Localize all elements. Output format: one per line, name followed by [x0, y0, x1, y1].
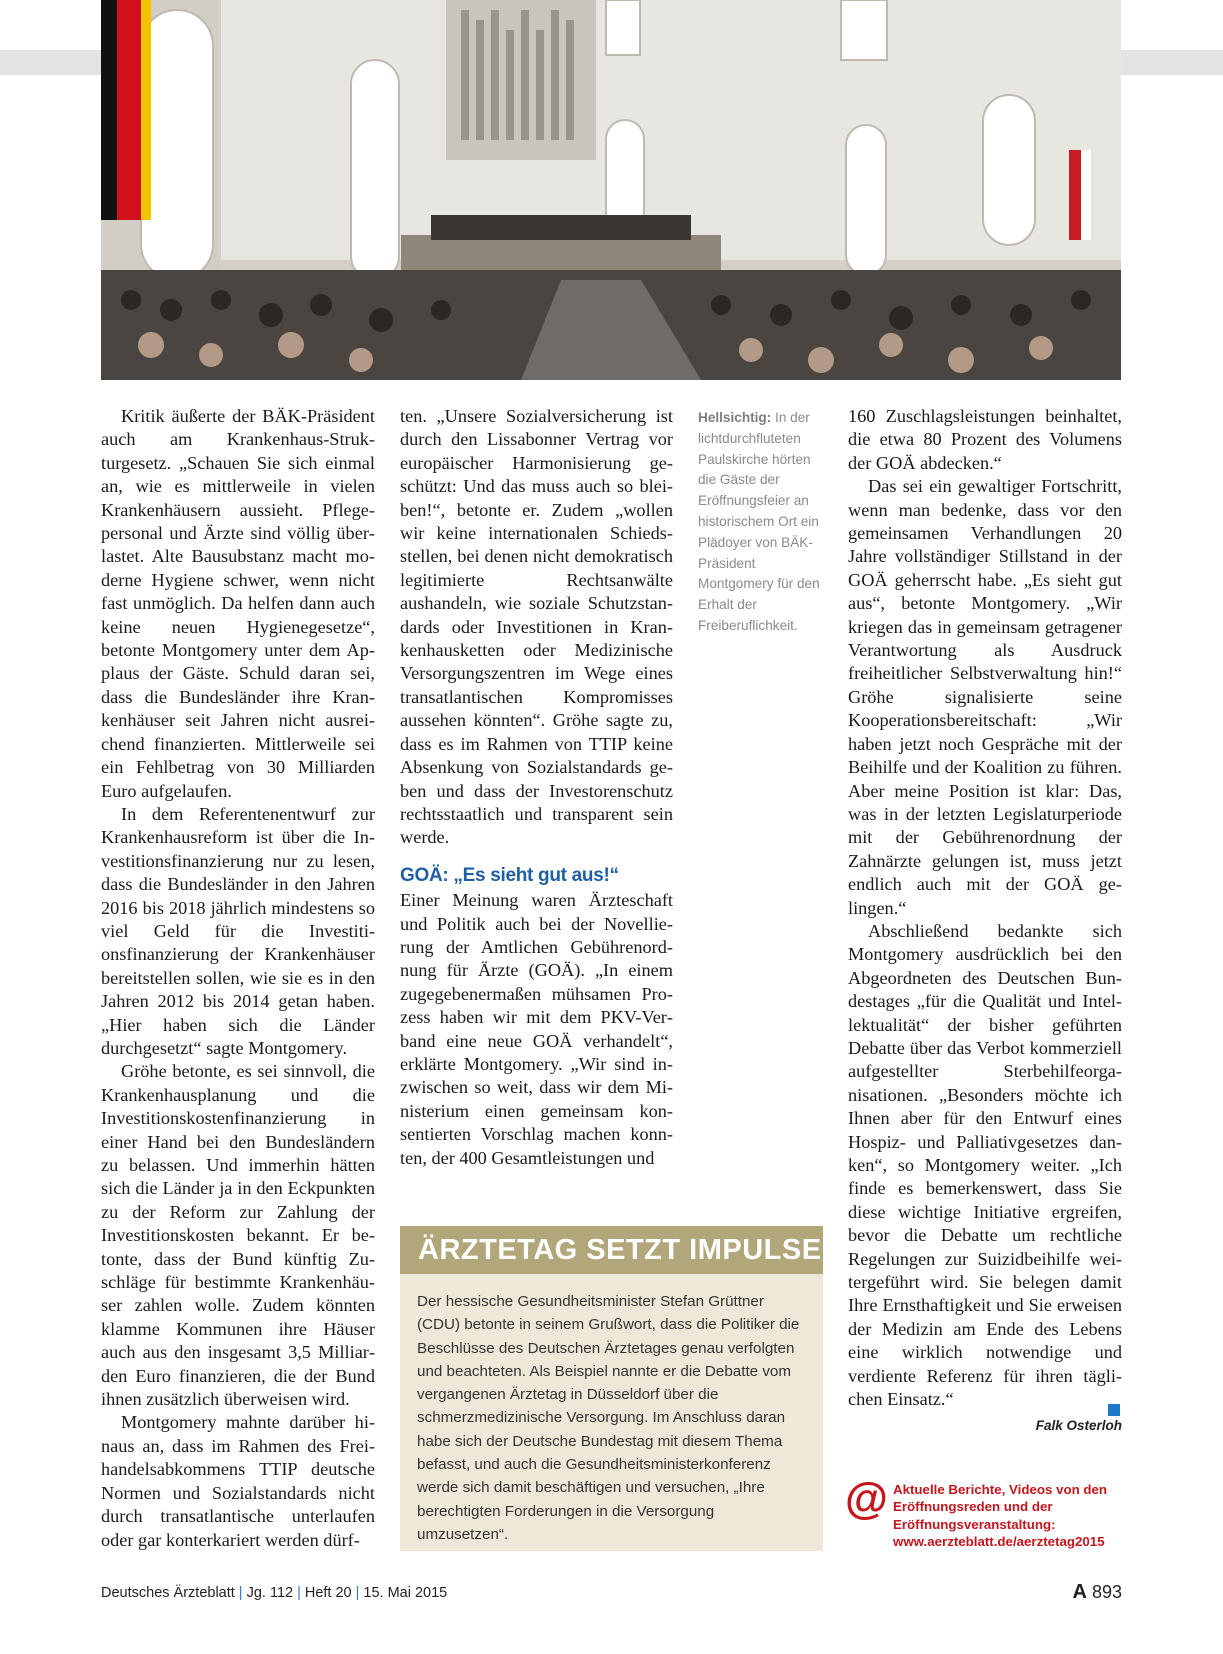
- paragraph: Gröhe betonte, es sei sinnvoll, die Krankenhausplanung und die Investitionskostenfinanzierung in einer Hand bei den Bundesländern zu belassen. Und immerhin hätten sich die Länder ja in den Eckpunkten zu der Reform zur Zahlung der Investitionskosten bekannt. Er betonte, dass der Bund künftig Zuschläge für bestimmte Krankenhäuser zahlen wolle. Zudem könnten klamme Kommunen ihre Häuser auch aus den insgesamt 3,5 Milliarden Euro finanzieren, die der Bund ihnen zusätzlich überweisen wird.: [101, 1061, 375, 1410]
- top-gray-band-left: [0, 50, 101, 75]
- paragraph: ten. „Unsere Sozialversicherung ist durch den Lissabonner Vertrag vor europäischer Harmonisierung geschützt: Und das muss auch so bleiben!“, betonte er. Zudem „wollen wir keine internationalen Schiedsstellen, bei denen nicht demokratisch legitimierte Rechtsanwälte aushandeln, wie soziale Schutzstandards oder Investitionen in Krankenhausketten oder Medizinische Versorgungszentren im Wege eines transatlantischen Kompromisses aussehen könnten“. Gröhe sagte zu, dass es im Rahmen von TTIP keine Absenkung von Sozialstandards geben und dass der Investorenschutz rechtsstaatlich und transparent sein werde.: [400, 406, 673, 848]
- separator: |: [238, 1585, 243, 1601]
- photo-paulskirche: [101, 0, 1121, 380]
- web-reference-description: Aktuelle Berichte, Videos von den Eröffnungsreden und der Eröffnungsveranstaltung:: [893, 1482, 1108, 1532]
- paragraph: 160 Zuschlagsleistungen beinhaltet, die etwa 80 Prozent des Volumens der GOÄ abdecken.“: [848, 406, 1122, 473]
- journal-name: Deutsches Ärzteblatt: [101, 1585, 235, 1601]
- volume: Jg. 112: [246, 1585, 294, 1601]
- separator: |: [355, 1585, 360, 1601]
- end-mark-icon: [1108, 1398, 1120, 1416]
- page-prefix: A: [1072, 1581, 1087, 1603]
- issue-date: 15. Mai 2015: [363, 1585, 448, 1601]
- article-column-4: [848, 405, 1122, 1411]
- paragraph: In dem Referentenentwurf zur Krankenhausreform ist über die Investitionsfinanzierung nur zu lesen, dass die Bundesländer in den Jahren 2016 bis 2018 jährlich mindestens so viel Geld für die Investitionsfinanzierung der Krankenhäuser bereitstellen sollen, wie sie es in den Jahren 2012 bis 2014 getan haben. „Hier haben sich die Länder durchgesetzt“ sagte Montgomery.: [101, 803, 375, 1058]
- paragraph: Abschließend bedankte sich Montgomery ausdrücklich bei den Abgeordneten des Deutschen Bundestages „für die Qualität und Intellektualität“ der bisher geführten Debatte über das Verbot kommerziell aufgestellter Sterbehilfeorganisationen. „Besonders möchte ich Ihnen aber für den Entwurf eines Hospiz- und Palliativgesetzes danken“, so Montgomery weiter. „Ich finde es bemerkenswert, dass Sie diese wichtige Initiative ergreifen, bevor die Debatte um rechtliche Regelungen zur Suizidbeihilfe weitergeführt wird. Sie belegen damit Ihre Ernsthaftigkeit und Sie erweisen der Medizin am Ende des Lebens eine wirklich notwendige und verdiente Referenz für ihren täglichen Einsatz.“: [848, 920, 1122, 1410]
- church-illustration: [101, 0, 1121, 380]
- page-number-value: 893: [1091, 1582, 1122, 1602]
- web-reference-link[interactable]: www.aerzteblatt.de/aerztetag2015: [893, 1534, 1105, 1550]
- blue-square-icon: [1108, 1404, 1120, 1416]
- subheading-goae: GOÄ: „Es sieht gut aus!“: [400, 864, 619, 886]
- photo-caption: [698, 408, 823, 637]
- issue: Heft 20: [304, 1585, 352, 1601]
- web-reference-text: [893, 1481, 1133, 1551]
- info-box: [400, 1226, 823, 1551]
- page-footer: [101, 1581, 1122, 1603]
- caption-lead: Hellsichtig:: [698, 410, 772, 425]
- paragraph: Einer Meinung waren Ärzteschaft und Politik auch bei der Novellierung der Amtlichen Gebührenordnung für Ärzte (GOÄ). „In einem zugegebenermaßen mühsamen Prozess haben wir mit dem PKV-Verband eine neue GOÄ verhandelt“, erklärte Montgomery. „Wir sind inzwischen so weit, dass wir dem Ministerium einen gemeinsam konsentierten Vorschlag machen konnten, der 400 Gesamtleistungen und: [400, 890, 673, 1168]
- top-gray-band-right: [1121, 50, 1223, 75]
- info-box-text: Der hessische Gesundheitsminister Stefan Grüttner (CDU) betonte in seinem Grußwort, dass die Politiker die Beschlüsse des Deutschen Ärztetages genau verfolgten und beachteten. Als Beispiel nannte er die Debatte vom vergangenen Ärztetag in Düsseldorf über die schmerzmedizinische Versorgung. Im Anschluss daran habe sich der Deutsche Bundestag mit diesem Thema befasst, und auch die Gesundheitsministerkonferenz werde sich damit beschäftigen und versuchen, „Ihre berechtigten Forderungen in die Versorgung umzusetzen“.: [417, 1293, 800, 1543]
- article-column-1: [101, 405, 375, 1552]
- info-box-title: ÄRZTETAG SETZT IMPULSE: [400, 1226, 823, 1274]
- paragraph: Das sei ein gewaltiger Fortschritt, wenn man bedenke, dass vor den gemeinsamen Verhandlungen 20 Jahre vollständiger Stillstand in der GOÄ geherrscht habe. „Es sieht gut aus“, betonte Montgomery. „Wir kriegen das in gemeinsam getragener Verantwortung als Ausdruck freiheitlicher Selbstverwaltung hin!“ Gröhe signalisierte seine Kooperationsbereitschaft: „Wir haben jetzt noch Gespräche mit der Beihilfe und der Koalition zu führen. Aber meine Position ist klar: Das, was in der letzten Legislaturperiode mit der Gebührenordnung der Zahnärzte gelungen ist, muss jetzt endlich auch mit der GOÄ gelingen.“: [848, 476, 1122, 918]
- separator: |: [297, 1585, 301, 1601]
- paragraph: Montgomery mahnte darüber hinaus an, dass im Rahmen des Freihandelsabkommens TTIP deutsche Normen und Sozialstandards nicht durch transatlantische unterlaufen oder gar konterkariert werden dürf-: [101, 1412, 375, 1550]
- at-icon: @: [845, 1474, 888, 1523]
- author-name: Falk Osterloh: [1035, 1418, 1122, 1433]
- page-number: [1072, 1581, 1122, 1604]
- caption-text: In der lichtdurchfluteten Paulskirche hörten die Gäste der Eröffnungsfeier an historischem Ort ein Plädoyer von BÄK-Präsident Montgomery für den Erhalt der Freiberuflichkeit.: [698, 410, 820, 633]
- article-column-2: [400, 405, 673, 1170]
- paragraph: Kritik äußerte der BÄK-Präsident auch am Krankenhaus-Strukturgesetz. „Schauen Sie sich einmal an, wie es mittlerweile in vielen Krankenhäusern aussieht. Pflegepersonal und Ärzte sind völlig überlastet. Alte Bausubstanz macht moderne Hygiene schwer, wenn nicht fast unmöglich. Da helfen dann auch keine neuen Hygienegesetze“, betonte Montgomery unter dem Applaus der Gäste. Schuld daran sei, dass die Bundesländer ihre Krankenhäuser seit Jahren nicht ausreichend finanzierten. Mittlerweile sei ein Fehlbetrag von 30 Milliarden Euro aufgelaufen.: [101, 406, 375, 801]
